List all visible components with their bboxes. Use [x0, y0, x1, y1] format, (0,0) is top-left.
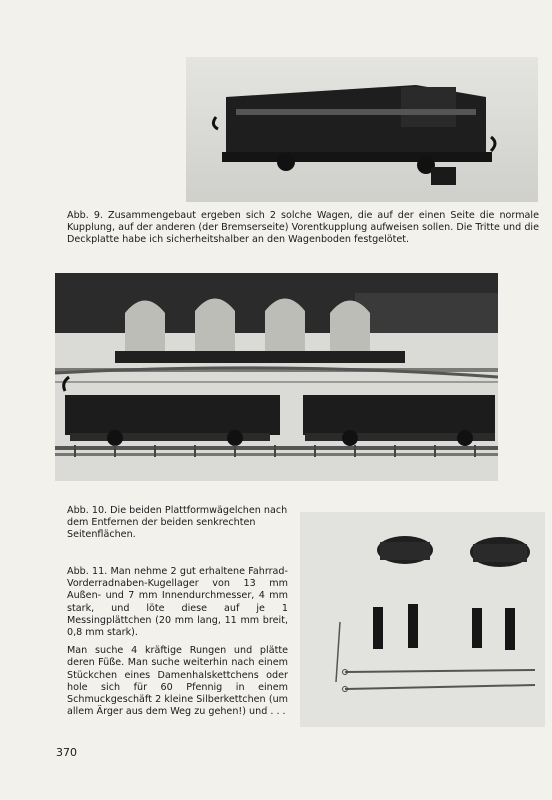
- figure-11-photo: [300, 512, 545, 727]
- page-number: 370: [56, 746, 77, 759]
- figure-10-caption: Abb. 10. Die beiden Plattformwägelchen nach dem Entfernen der beiden senkrechten Seitenflächen.: [67, 505, 288, 541]
- figure-11-caption-text: Abb. 11. Man nehme 2 gut erhaltene Fahrrad-Vorderradnaben-Kugellager von 13 mm Außen- und 7 mm Innendurchmesser, 4 mm stark, und löte diese auf je 1 Messingplättchen (20 mm lang, 11 mm breit, 0,8 mm stark).: [67, 566, 288, 639]
- figure-9-caption: Abb. 9. Zusammengebaut ergeben sich 2 solche Wagen, die auf der einen Seite die normale Kupplung, auf der anderen (der Bremserseite) Vorentkupplung aufweisen sollen. Die Tritte und die Deckplatte habe ich sicherheitshalber an den Wagenboden festgelötet.: [67, 210, 539, 246]
- figure-9-photo: [186, 57, 538, 202]
- figure-11-caption: [67, 566, 288, 718]
- figure-11-caption-continued: Man suche 4 kräftige Rungen und plätte deren Füße. Man suche weiterhin nach einem Stückchen eines Damenhalskettchens oder hole sich für 60 Pfennig in einem Schmuckgeschäft 2 kleine Silberkettchen (um allem Ärger aus dem Weg zu gehen!) und . . .: [67, 645, 288, 718]
- figure-10-photo: [55, 273, 498, 481]
